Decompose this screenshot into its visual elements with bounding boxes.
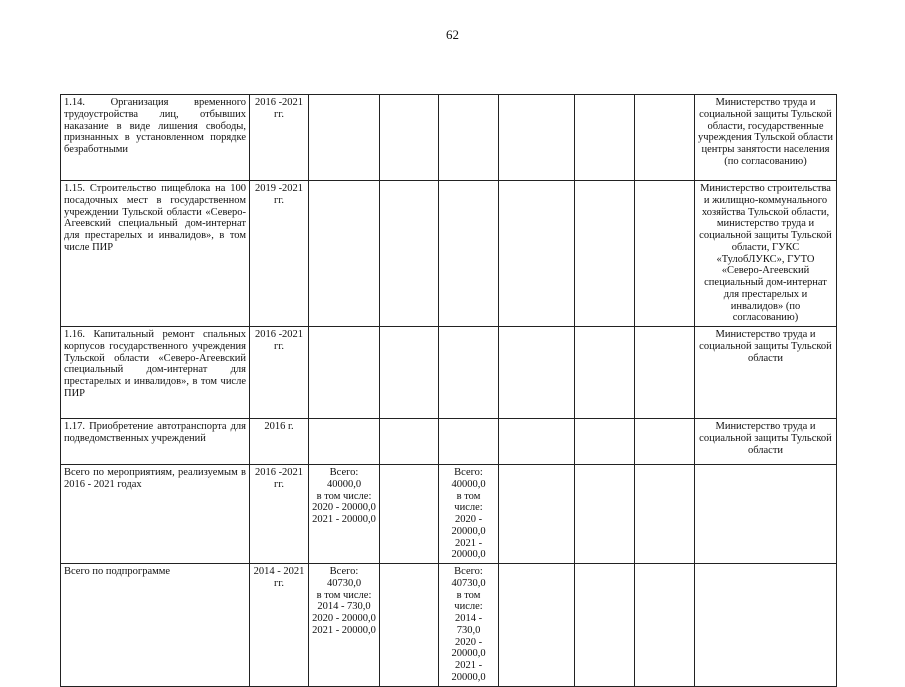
fund-line: 2021 - 20000,0 [451, 537, 486, 561]
empty-cell [575, 465, 635, 564]
empty-cell [380, 95, 439, 181]
empty-cell [380, 327, 439, 419]
fund-line: в том числе: [316, 490, 372, 502]
fund-line: в том числе: [454, 490, 483, 514]
fund-line: 40000,0 [326, 478, 362, 490]
regional-funding-cell [439, 564, 499, 687]
table-row [61, 419, 837, 465]
empty-cell [499, 419, 575, 465]
empty-cell [499, 327, 575, 419]
measure-name: 1.17. Приобретение автотранспорта для подведомственных учреждений [61, 419, 250, 465]
empty-cell [499, 465, 575, 564]
fund-line: 2021 - 20000,0 [451, 660, 486, 683]
measure-name: Всего по мероприятиям, реализуемым в 2016 - 2021 годах [61, 465, 250, 564]
empty-cell [575, 327, 635, 419]
measure-name: 1.16. Капитальный ремонт спальных корпусов государственного учреждения Тульской области «Северо-Агеевский специальный дом-интернат для престарелых и инвалидов», в том числе ПИР [61, 327, 250, 419]
fund-line: Всего: [454, 467, 483, 478]
fund-line: 2021 - 20000,0 [312, 514, 376, 525]
fund-line: 40000,0 [451, 478, 486, 490]
empty-cell [635, 564, 695, 687]
fund-line: Всего: [329, 467, 359, 478]
empty-cell [635, 181, 695, 327]
empty-cell [380, 419, 439, 465]
fund-line: 2014 - 730,0 [454, 613, 483, 636]
table-row [61, 564, 837, 687]
executor-cell [695, 564, 837, 687]
fund-line: 2020 - 20000,0 [451, 514, 486, 537]
period-cell: 2016 г. [250, 419, 309, 465]
empty-cell [499, 95, 575, 181]
period-cell: 2016 -2021 гг. [250, 95, 309, 181]
fund-line: 40730,0 [326, 577, 362, 589]
fund-line: Всего: [329, 566, 359, 577]
empty-cell [575, 419, 635, 465]
regional-funding-cell [439, 465, 499, 564]
empty-cell [575, 564, 635, 687]
empty-cell [635, 95, 695, 181]
table-row [61, 95, 837, 181]
executor-cell: Министерство строительства и жилищно-коммунального хозяйства Тульской области, министерство труда и социальной защиты Тульской области, ГУКС «ТулобЛУКС», ГУТО «Северо-Агеевский специальный дом-интернат для престарелых и инвалидов» (по согласованию) [695, 181, 837, 327]
empty-cell [439, 181, 499, 327]
measure-name: 1.14. Организация временного трудоустройства лиц, отбывших наказание в виде лишения свободы, признанных в установленном порядке безработными [61, 95, 250, 181]
empty-cell [439, 95, 499, 181]
empty-cell [439, 419, 499, 465]
empty-cell [499, 181, 575, 327]
period-cell: 2016 -2021 гг. [250, 465, 309, 564]
executor-cell: Министерство труда и социальной защиты Тульской области [695, 419, 837, 465]
empty-cell [575, 95, 635, 181]
period-cell: 2014 - 2021 гг. [250, 564, 309, 687]
executor-cell: Министерство труда и социальной защиты Тульской области [695, 327, 837, 419]
fund-line: 2020 - 20000,0 [451, 636, 486, 660]
fund-line: 2014 - 730,0 [317, 601, 371, 613]
empty-cell [309, 327, 380, 419]
fund-line: в том числе: [316, 589, 372, 601]
measure-name: 1.15. Строительство пищеблока на 100 посадочных мест в государственном учреждении Тульской области «Северо-Агеевский специальный дом-интернат для престарелых и инвалидов», в том числе ПИР [61, 181, 250, 327]
empty-cell [380, 181, 439, 327]
executor-cell: Министерство труда и социальной защиты Тульской области, государственные учреждения Тульской области центры занятости населения (по согласованию) [695, 95, 837, 181]
empty-cell [635, 327, 695, 419]
fund-line: Всего: [454, 566, 483, 577]
empty-cell [575, 181, 635, 327]
empty-cell [499, 564, 575, 687]
measure-name: Всего по подпрограмме [61, 564, 250, 687]
empty-cell [309, 95, 380, 181]
empty-cell [380, 564, 439, 687]
fund-line: в том числе: [454, 589, 483, 613]
fund-line: 40730,0 [451, 577, 486, 589]
fund-line: 2020 - 20000,0 [312, 613, 376, 624]
period-cell: 2016 -2021 гг. [250, 327, 309, 419]
fund-line: 2020 - 20000,0 [312, 502, 376, 514]
table-row [61, 327, 837, 419]
total-funding-cell [309, 564, 380, 687]
empty-cell [635, 465, 695, 564]
fund-line: 2021 - 20000,0 [312, 624, 376, 636]
empty-cell [380, 465, 439, 564]
table-row [61, 181, 837, 327]
empty-cell [635, 419, 695, 465]
page-number: 62 [446, 27, 459, 42]
table-row [61, 465, 837, 564]
period-cell: 2019 -2021 гг. [250, 181, 309, 327]
empty-cell [309, 419, 380, 465]
program-table [60, 94, 837, 687]
empty-cell [439, 327, 499, 419]
total-funding-cell [309, 465, 380, 564]
executor-cell [695, 465, 837, 564]
empty-cell [309, 181, 380, 327]
